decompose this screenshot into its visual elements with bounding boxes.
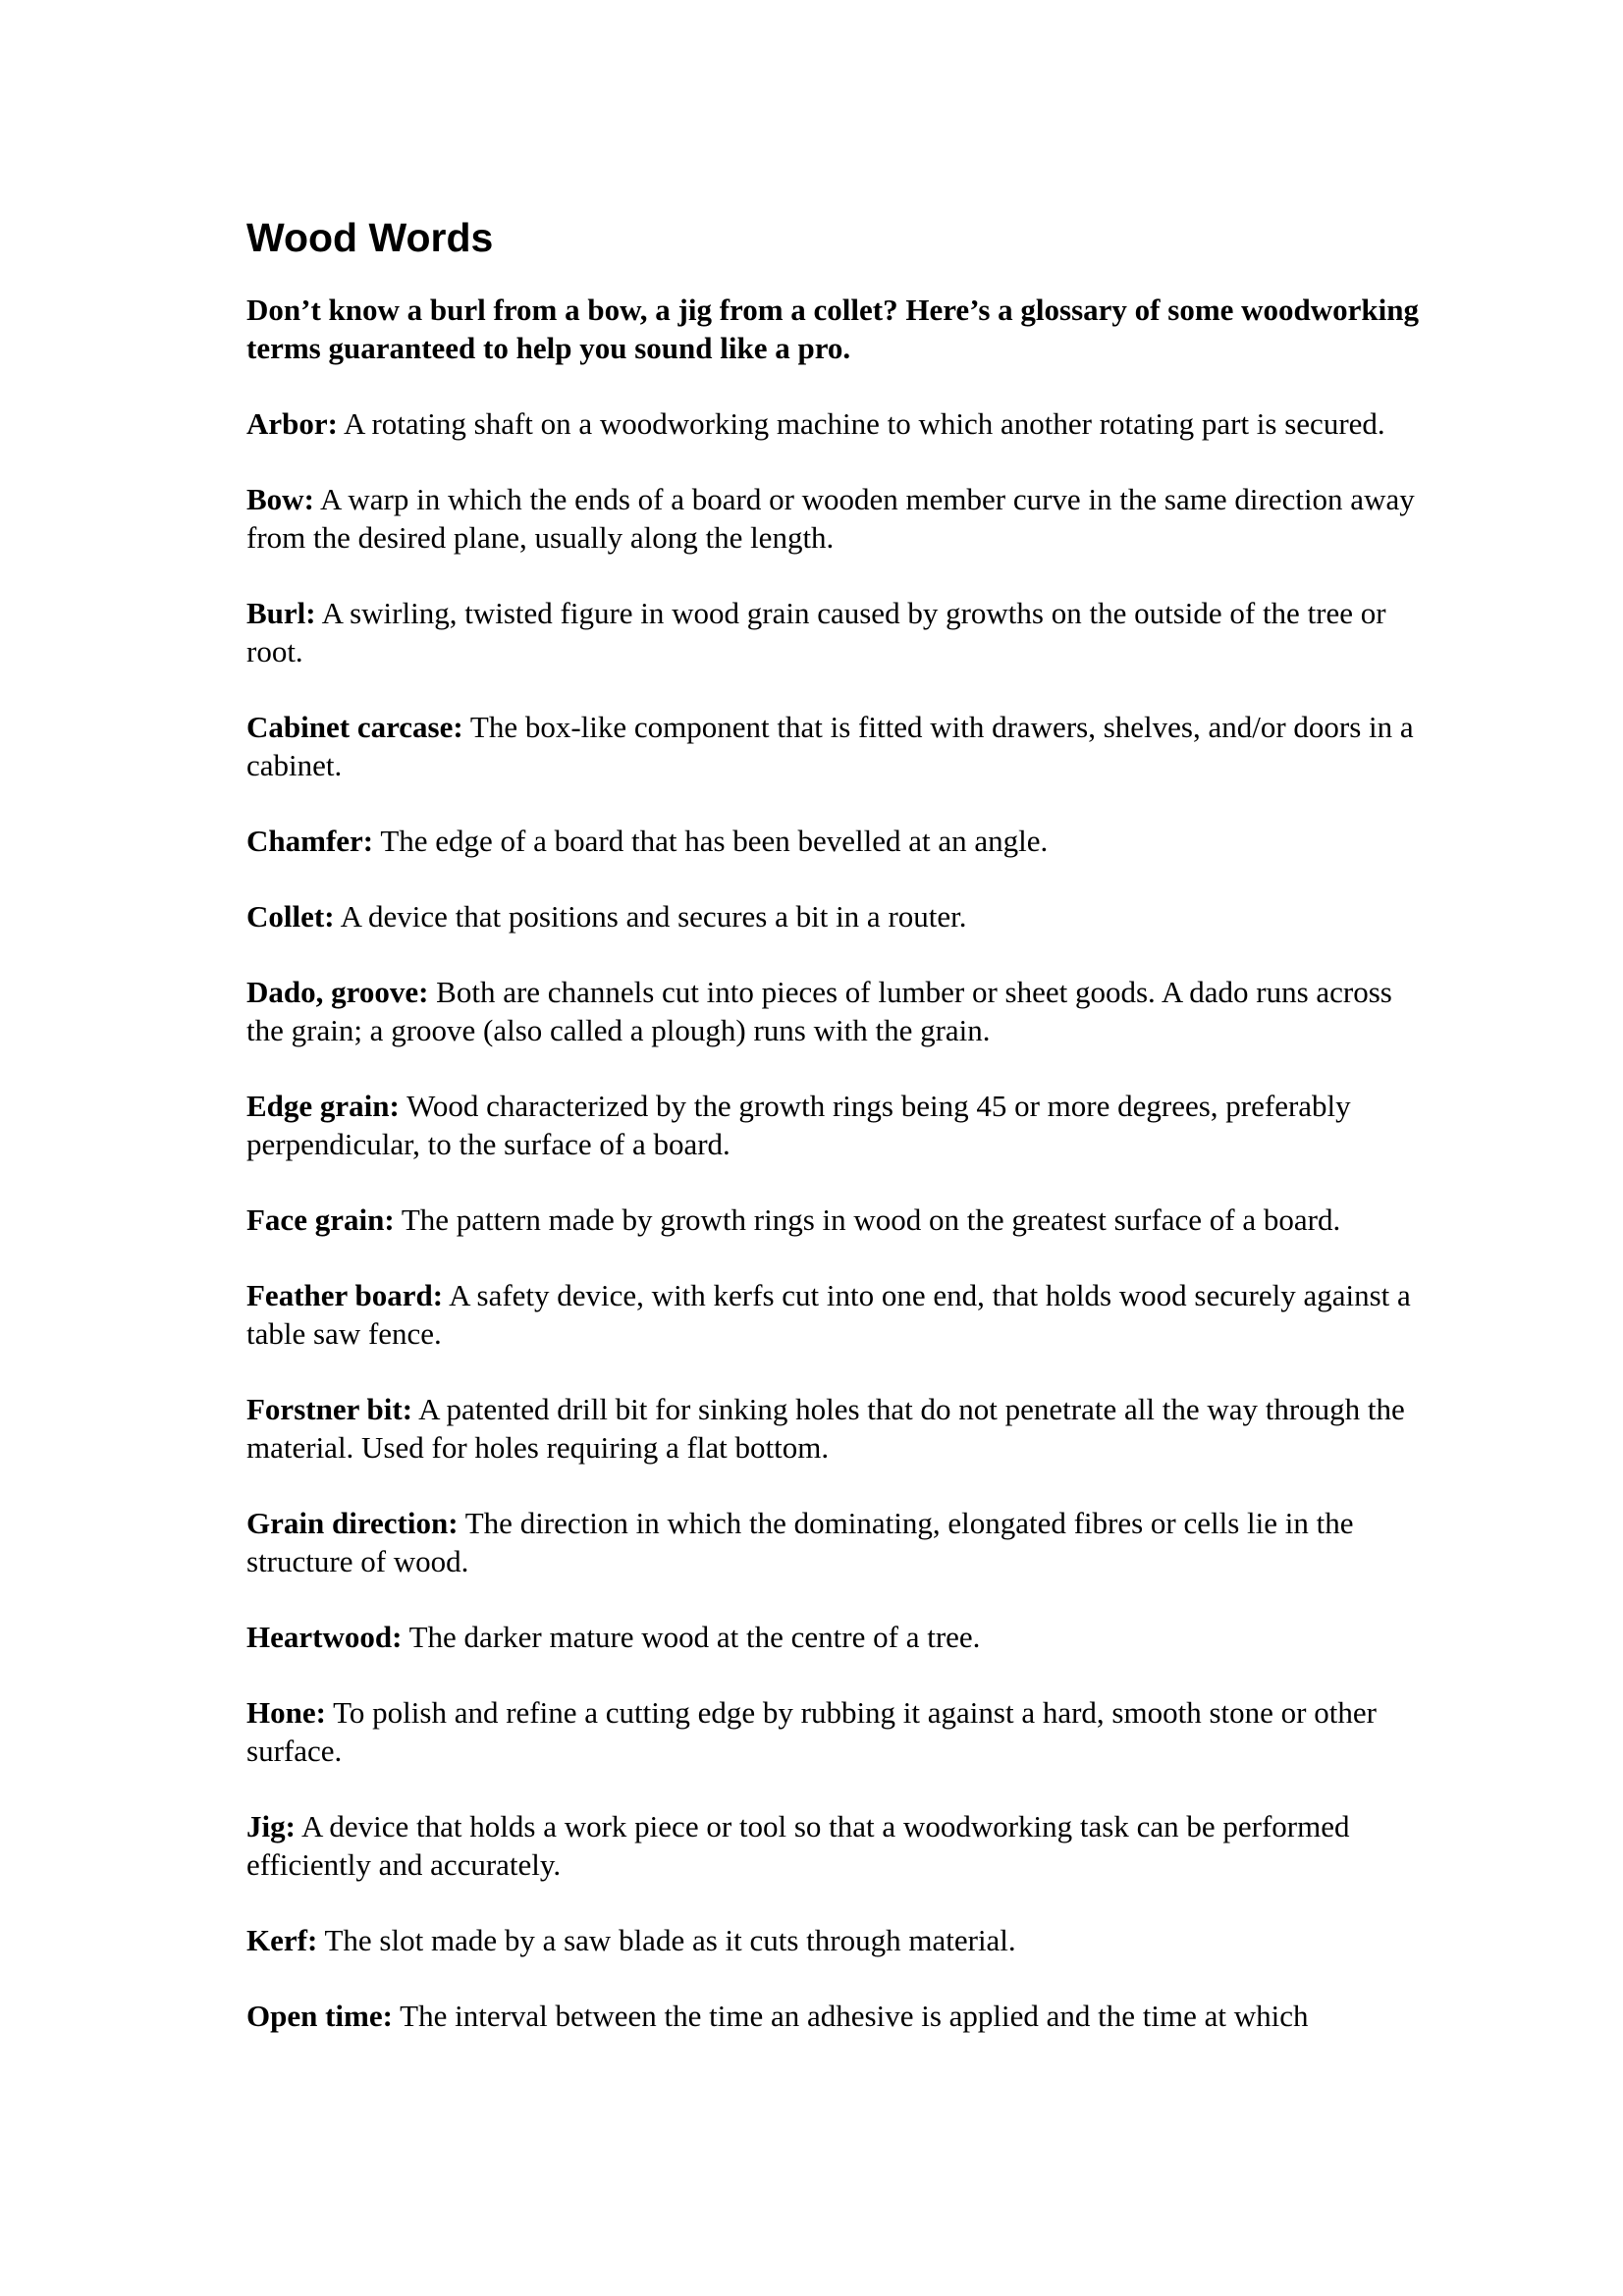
glossary-entry-arbor <box>246 404 1425 443</box>
glossary-definition: A rotating shaft on a woodworking machine to which another rotating part is secured. <box>344 406 1385 441</box>
document-page <box>246 210 1425 2072</box>
glossary-definition: The slot made by a saw blade as it cuts through material. <box>324 1923 1016 1957</box>
glossary-definition: The direction in which the dominating, elongated fibres or cells lie in the structure of wood. <box>246 1506 1354 1578</box>
glossary-entry-burl <box>246 594 1425 670</box>
glossary-definition: To polish and refine a cutting edge by rubbing it against a hard, smooth stone or other surface. <box>246 1695 1377 1768</box>
glossary-definition: The interval between the time an adhesive is applied and the time at which <box>400 1999 1309 2033</box>
glossary-term: Bow: <box>246 482 314 516</box>
glossary-entry-edge-grain <box>246 1087 1425 1163</box>
glossary-entry-bow <box>246 480 1425 557</box>
glossary-term: Face grain: <box>246 1202 395 1237</box>
glossary-term: Hone: <box>246 1695 326 1730</box>
glossary-entry-heartwood <box>246 1618 1425 1656</box>
glossary-definition: A patented drill bit for sinking holes that do not penetrate all the way through the material. Used for holes requiring a flat bottom. <box>246 1392 1405 1465</box>
glossary-definition: A device that holds a work piece or tool so that a woodworking task can be performed efficiently and accurately. <box>246 1809 1350 1882</box>
glossary-term: Arbor: <box>246 406 338 441</box>
glossary-entry-feather-board <box>246 1276 1425 1353</box>
glossary-definition: A safety device, with kerfs cut into one end, that holds wood securely against a table saw fence. <box>246 1278 1411 1351</box>
glossary-term: Open time: <box>246 1999 393 2033</box>
glossary-term: Cabinet carcase: <box>246 710 463 744</box>
page-title: Wood Words <box>246 215 494 260</box>
glossary-term: Jig: <box>246 1809 296 1843</box>
glossary-definition: The darker mature wood at the centre of a tree. <box>408 1620 981 1654</box>
glossary-term: Grain direction: <box>246 1506 459 1540</box>
intro-paragraph: Don’t know a burl from a bow, a jig from a collet? Here’s a glossary of some woodworking terms guaranteed to help you sound like a pro. <box>246 293 1420 365</box>
glossary-definition: Wood characterized by the growth rings being 45 or more degrees, preferably perpendicular, to the surface of a board. <box>246 1089 1351 1161</box>
glossary-definition: The pattern made by growth rings in wood on the greatest surface of a board. <box>401 1202 1341 1237</box>
glossary-entry-forstner-bit <box>246 1390 1425 1467</box>
glossary-term: Feather board: <box>246 1278 444 1312</box>
glossary-term: Burl: <box>246 596 316 630</box>
glossary-term: Collet: <box>246 899 335 934</box>
glossary-term: Forstner bit: <box>246 1392 413 1426</box>
glossary-entry-open-time <box>246 1997 1425 2035</box>
glossary-entry-grain-direction <box>246 1504 1425 1580</box>
glossary-definition: Both are channels cut into pieces of lumber or sheet goods. A dado runs across the grain; a groove (also called a plough) runs with the grain. <box>246 975 1392 1047</box>
glossary-entry-jig <box>246 1807 1425 1884</box>
glossary-entry-collet <box>246 897 1425 935</box>
glossary-term: Dado, groove: <box>246 975 429 1009</box>
glossary-entry-chamfer <box>246 822 1425 860</box>
glossary-entry-hone <box>246 1693 1425 1770</box>
glossary-entry-kerf <box>246 1921 1425 1959</box>
glossary-definition: A swirling, twisted figure in wood grain caused by growths on the outside of the tree or root. <box>246 596 1386 668</box>
glossary-definition: The edge of a board that has been bevelled at an angle. <box>380 824 1049 858</box>
glossary-definition: The box-like component that is fitted with drawers, shelves, and/or doors in a cabinet. <box>246 710 1414 782</box>
glossary-term: Edge grain: <box>246 1089 400 1123</box>
glossary-entry-dado-groove <box>246 973 1425 1049</box>
glossary-definition: A device that positions and secures a bit in a router. <box>340 899 967 934</box>
glossary-term: Chamfer: <box>246 824 374 858</box>
glossary-term: Heartwood: <box>246 1620 403 1654</box>
glossary-term: Kerf: <box>246 1923 318 1957</box>
glossary-definition: A warp in which the ends of a board or wooden member curve in the same direction away from the desired plane, usually along the length. <box>246 482 1415 555</box>
glossary-entry-face-grain <box>246 1201 1425 1239</box>
glossary-entry-cabinet-carcase <box>246 708 1425 784</box>
